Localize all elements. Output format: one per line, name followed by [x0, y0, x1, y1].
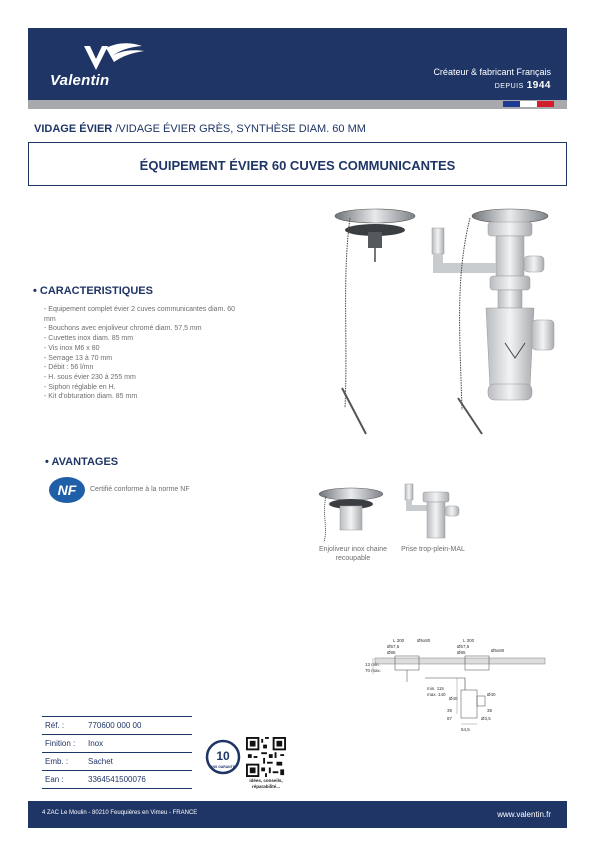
list-item: - Equipement complet évier 2 cuves communicantes diam. 60: [44, 306, 236, 313]
list-item: - Kit d'obturation diam. 85 mm: [44, 393, 138, 401]
warranty-text: ANS GARANTIE: [210, 765, 236, 769]
characteristics-list: [44, 305, 304, 402]
nf-certification-text: Certifié conforme à la norme NF: [90, 486, 190, 493]
diagram-label: 87: [447, 716, 453, 721]
product-illustration: [320, 198, 570, 438]
category-separator: /: [115, 123, 119, 135]
diagram-label: 13 min.: [365, 662, 380, 667]
reference-table: [42, 716, 192, 789]
diagram-label: Ø5x80: [417, 638, 431, 643]
category-main: VIDAGE ÉVIER: [34, 123, 113, 135]
table-row: [42, 753, 192, 771]
diagram-label: Ø85: [387, 650, 396, 655]
diagram-label: Ø57,5: [457, 644, 470, 649]
title-box: [28, 142, 567, 186]
overflow-tee-image: [397, 480, 467, 544]
list-item: - Débit : 56 l/mn: [44, 364, 94, 372]
diagram-label: 54,5: [461, 727, 470, 732]
diagram-label: Ø85: [457, 650, 466, 655]
advantages-heading: • AVANTAGES: [45, 456, 119, 468]
qr-caption: [242, 778, 290, 789]
grey-band: [28, 100, 567, 109]
since-year: 1944: [526, 80, 551, 91]
diagram-label: 70 max.: [365, 668, 382, 673]
qr-caption-line: réparabilité...: [251, 783, 280, 789]
since-text: DEPUIS: [494, 83, 524, 90]
company-address: 4 ZAC Le Moulin - 80210 Feuquières en Vimeu - FRANCE: [42, 810, 198, 816]
brand-name: Valentin: [50, 72, 110, 89]
ref-key: Emb. :: [42, 753, 85, 771]
website-link[interactable]: www.valentin.fr: [497, 810, 551, 819]
strainer-chain-image: [314, 484, 388, 544]
ten-year-warranty-icon: [205, 737, 241, 777]
ref-key: Finition :: [42, 735, 85, 753]
diagram-label: Ø57,5: [387, 644, 400, 649]
list-item: - Cuvettes inox diam. 85 mm: [44, 335, 134, 343]
ref-value: Inox: [85, 735, 192, 753]
table-row: [42, 735, 192, 753]
thumbnail-caption-strainer: Enjoliveur inox chaine recoupable: [318, 546, 388, 562]
ref-value: Sachet: [85, 753, 192, 771]
ref-key: Ean :: [42, 771, 85, 789]
table-row: [42, 771, 192, 789]
footer-bar: [28, 801, 567, 828]
list-item: - Siphon réglable en H.: [44, 383, 116, 391]
french-flag-icon: [503, 101, 554, 107]
category-sub: VIDAGE ÉVIER GRÈS, SYNTHÈSE DIAM. 60 MM: [118, 123, 366, 135]
warranty-number: 10: [216, 749, 230, 763]
tagline: Créateur & fabricant Français: [433, 67, 551, 77]
ref-value: 770600 000 00: [85, 717, 192, 735]
diagram-label: Ø40: [487, 692, 496, 697]
since-label: [495, 80, 551, 91]
diagram-label: Ø40: [449, 696, 458, 701]
qr-caption-line: idées, conseils,: [249, 778, 283, 783]
thumbnail-caption-overflow: Prise trop-plein-MAL: [401, 546, 465, 553]
list-item: - Serrage 13 à 70 mm: [44, 354, 113, 362]
list-item: mm: [44, 315, 56, 323]
header-banner: [28, 28, 567, 100]
diagram-label: max. 140: [427, 692, 446, 697]
diagram-label: L 300: [463, 638, 475, 643]
characteristics-heading: • CARACTERISTIQUES: [33, 285, 153, 297]
page-title: ÉQUIPEMENT ÉVIER 60 CUVES COMMUNICANTES: [139, 158, 456, 173]
diagram-label: L 300: [393, 638, 405, 643]
nf-certification-icon: [48, 476, 86, 504]
qr-code-icon: [246, 737, 286, 777]
diagram-label: min. 115: [427, 686, 444, 691]
nf-logo-text: NF: [57, 482, 77, 498]
diagram-label: Ø5x80: [491, 648, 505, 653]
list-item: - Bouchons avec enjoliveur chromé diam. 57,5 mm: [44, 325, 202, 333]
diagram-label: 38: [487, 708, 493, 713]
technical-drawing: [365, 634, 555, 740]
ref-value: 3364541500076: [85, 771, 192, 789]
breadcrumb: [34, 123, 366, 135]
list-item: - Vis inox M6 x 80: [44, 344, 100, 352]
list-item: - H. sous évier 230 à 255 mm: [44, 373, 136, 381]
table-row: [42, 717, 192, 735]
ref-key: Réf. :: [42, 717, 85, 735]
diagram-label: Ø3,5: [481, 716, 491, 721]
diagram-label: 39: [447, 708, 453, 713]
